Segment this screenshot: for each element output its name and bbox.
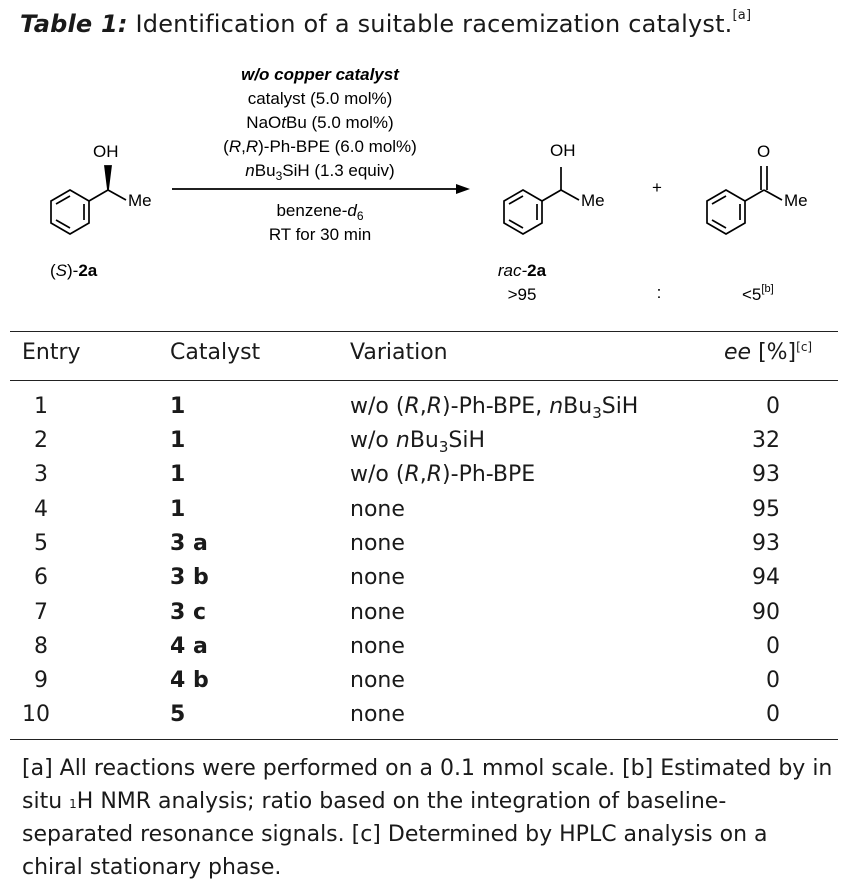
- table-cell-variation: none: [350, 600, 405, 625]
- table-cell-entry: 3: [34, 462, 48, 487]
- wedge-bond: [105, 166, 111, 190]
- product2-me: Me: [784, 191, 808, 210]
- product1-oh: OH: [550, 141, 576, 160]
- table-cell-variation: w/o (R,R)-Ph-BPE: [350, 462, 536, 487]
- product1-label: rac-2a: [497, 261, 547, 280]
- table-caption: [20, 10, 751, 38]
- table-footnotes: [a] All reactions were performed on a 0.1 mmol scale. [b] Estimated by in situ $^1$H NMR analysis; ratio based on the integration of baseline-separated resonance signals. [c] Determined by HPLC analysis on a chiral stationary phase.: [22, 756, 833, 880]
- table-cell-ee: 0: [766, 668, 780, 693]
- header-variation: Variation: [350, 340, 448, 365]
- conditions-base: NaOtBu (5.0 mol%): [246, 113, 394, 132]
- table-cell-ee: 0: [766, 634, 780, 659]
- conditions-title: w/o copper catalyst: [241, 65, 399, 84]
- table-cell-entry: 6: [34, 565, 48, 590]
- reaction-scheme: [0, 50, 851, 312]
- table-cell-ee: 94: [752, 565, 780, 590]
- table-cell-entry: 7: [34, 600, 48, 625]
- table-cell-catalyst: 3 b: [170, 565, 209, 590]
- table-cell-ee: 90: [752, 600, 780, 625]
- caption-label: Table 1:: [20, 10, 128, 38]
- table-header-rule: [10, 380, 838, 381]
- table-cell-catalyst: 3 a: [170, 531, 208, 556]
- table-cell-variation: none: [350, 634, 405, 659]
- table-cell-entry: 2: [34, 428, 48, 453]
- table-cell-variation: w/o (R,R)-Ph-BPE, nBu$_3$SiH: [350, 394, 639, 422]
- header-ee: ee [%][c]: [724, 340, 813, 365]
- reactant-oh: OH: [93, 142, 119, 161]
- table-cell-entry: 4: [34, 497, 48, 522]
- product2-o: O: [757, 142, 771, 161]
- table-cell-ee: 95: [752, 497, 780, 522]
- table-cell-ee: 0: [766, 702, 780, 727]
- table-cell-catalyst: 4 a: [170, 634, 208, 659]
- table-cell-entry: 8: [34, 634, 48, 659]
- table-cell-catalyst: 1: [170, 497, 186, 522]
- table-cell-entry: 5: [34, 531, 48, 556]
- table-top-rule: [10, 331, 838, 332]
- table-cell-entry: 1: [34, 394, 48, 419]
- table-cell-entry: 9: [34, 668, 48, 693]
- ratio-colon: :: [656, 283, 662, 302]
- plus-sign: +: [652, 178, 662, 197]
- table-cell-catalyst: 1: [170, 428, 186, 453]
- table-cell-variation: none: [350, 702, 405, 727]
- table-cell-catalyst: 4 b: [170, 668, 209, 693]
- product2-benzene-ring: [707, 166, 782, 234]
- header-entry: Entry: [22, 340, 81, 365]
- product1-ratio: >95: [507, 285, 537, 304]
- table-cell-catalyst: 1: [170, 394, 186, 419]
- caption-text: Identification of a suitable racemization catalyst.: [135, 10, 733, 38]
- conditions-silane: nBu$_3$SiH (1.3 equiv): [245, 161, 395, 183]
- table-cell-variation: none: [350, 668, 405, 693]
- conditions-catalyst: catalyst (5.0 mol%): [247, 89, 393, 108]
- table-cell-variation: none: [350, 531, 405, 556]
- table-cell-ee: 0: [766, 394, 780, 419]
- table-cell-variation: none: [350, 497, 405, 522]
- table-cell-entry: 10: [22, 702, 50, 727]
- table-cell-catalyst: 3 c: [170, 600, 207, 625]
- table-bottom-rule: [10, 739, 838, 740]
- reactant-me: Me: [128, 191, 152, 210]
- table-cell-variation: w/o nBu$_3$SiH: [350, 428, 486, 456]
- caption-note: [a]: [732, 8, 752, 23]
- conditions-ligand: (R,R)-Ph-BPE (6.0 mol%): [223, 137, 417, 156]
- table-cell-catalyst: 5: [170, 702, 186, 727]
- table-cell-ee: 32: [752, 428, 780, 453]
- table-cell-ee: 93: [752, 531, 780, 556]
- conditions-solvent: benzene-$d_6$: [276, 201, 364, 223]
- reactant-benzene-ring: [51, 190, 126, 234]
- table-cell-ee: 93: [752, 462, 780, 487]
- conditions-time: RT for 30 min: [268, 225, 372, 244]
- product2-ratio: <5[b]: [742, 283, 774, 304]
- product1-benzene-ring: [504, 167, 579, 234]
- table-cell-catalyst: 1: [170, 462, 186, 487]
- reactant-label: (S)-2a: [50, 261, 98, 280]
- table-cell-variation: none: [350, 565, 405, 590]
- product1-me: Me: [581, 191, 605, 210]
- header-catalyst: Catalyst: [170, 340, 261, 365]
